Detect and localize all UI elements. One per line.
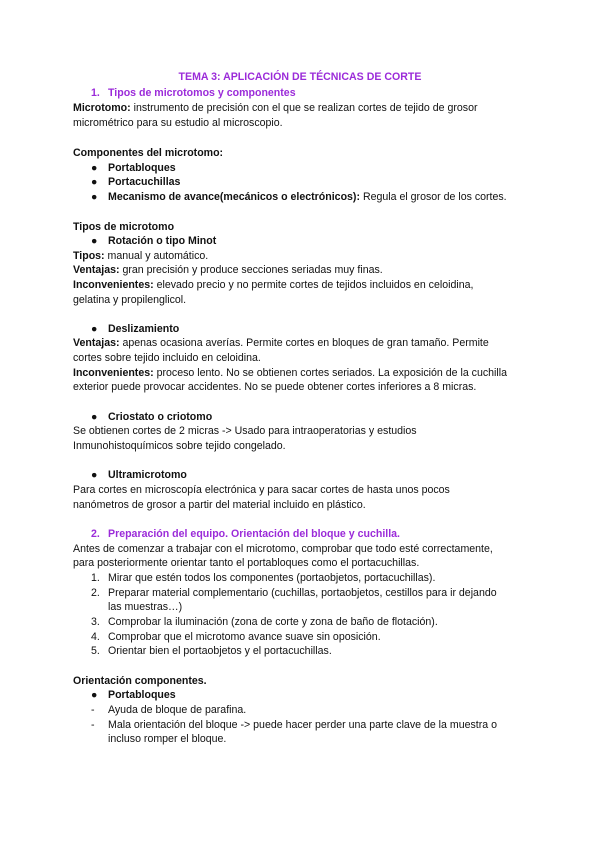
types-heading: Tipos de microtomo	[73, 221, 175, 233]
bullet-icon: ●	[91, 411, 98, 423]
type-rotation-label: Rotación o tipo Minot	[108, 235, 217, 247]
ventajas-label: Ventajas:	[73, 264, 120, 276]
step-2: Preparar material complementario (cuchillas, portaobjetos, cestillos para ir dejando	[108, 587, 497, 599]
bullet-icon: ●	[91, 689, 98, 701]
component-item-mecanismo	[108, 190, 507, 204]
bullet-icon: ●	[91, 191, 98, 203]
section-2-intro: Antes de comenzar a trabajar con el microtomo, comprobar que todo esté correctamente,	[73, 543, 493, 555]
type-ultra-label: Ultramicrotomo	[108, 469, 187, 481]
step-2-cont: las muestras…)	[108, 601, 183, 613]
component-item-portacuchillas: Portacuchillas	[108, 176, 181, 188]
definition-text: instrumento de precisión con el que se realizan cortes de tejido de grosor	[130, 102, 478, 114]
section-1-heading: Tipos de microtomos y componentes	[108, 87, 296, 99]
section-2-heading: Preparación del equipo. Orientación del bloque y cuchilla.	[108, 528, 400, 540]
section-1-number: 1.	[91, 87, 100, 99]
step-5: Orientar bien el portaobjetos y el portacuchillas.	[108, 645, 332, 657]
rotation-inconvenientes-cont: gelatina y propilenglicol.	[73, 294, 187, 306]
orientation-portabloques: Portabloques	[108, 689, 176, 701]
component-item-portabloques: Portabloques	[108, 162, 176, 174]
mecanismo-text: Regula el grosor de los cortes.	[360, 191, 507, 203]
inconvenientes-text: elevado precio y no permite cortes de tejidos incluidos en celoidina,	[153, 279, 474, 291]
bullet-icon: ●	[91, 235, 98, 247]
document-title: TEMA 3: APLICACIÓN DE TÉCNICAS DE CORTE	[178, 71, 422, 83]
mecanismo-label: Mecanismo de avance(mecánicos o electrónicos):	[108, 191, 360, 203]
inconvenientes-text: proceso lento. No se obtienen cortes seriados. La exposición de la cuchilla	[153, 367, 507, 379]
step-3: Comprobar la iluminación (zona de corte y zona de baño de flotación).	[108, 616, 438, 628]
inconvenientes-label: Inconvenientes:	[73, 279, 154, 291]
step-number: 2.	[91, 587, 100, 599]
cryo-text: Se obtienen cortes de 2 micras -> Usado para intraoperatorias y estudios	[73, 425, 417, 437]
section-2-intro-cont: para posteriormente orientar tanto el portabloques como el portacuchillas.	[73, 557, 420, 569]
definition-text-cont: micrométrico para su estudio al microscopio.	[73, 117, 283, 129]
ventajas-text: gran precisión y produce secciones seriadas muy finas.	[119, 264, 383, 276]
bullet-icon: ●	[91, 469, 98, 481]
tipos-text: manual y automático.	[104, 250, 209, 262]
ultra-text-cont: nanómetros de grosor a partir del material incluido en plástico.	[73, 499, 366, 511]
ventajas-text: apenas ocasiona averías. Permite cortes en bloques de gran tamaño. Permite	[119, 337, 489, 349]
step-1: Mirar que estén todos los componentes (portaobjetos, portacuchillas).	[108, 572, 436, 584]
orientation-dash-2: Mala orientación del bloque -> puede hacer perder una parte clave de la muestra o	[108, 719, 497, 731]
cryo-text-cont: Inmunohistoquímicos sobre tejido congelado.	[73, 440, 286, 452]
rotation-ventajas	[73, 263, 383, 277]
step-number: 4.	[91, 631, 100, 643]
step-number: 3.	[91, 616, 100, 628]
microtomo-definition	[73, 101, 478, 115]
bullet-icon: ●	[91, 176, 98, 188]
slide-ventajas	[73, 336, 489, 350]
definition-label: Microtomo:	[73, 102, 131, 114]
components-heading: Componentes del microtomo:	[73, 147, 224, 159]
rotation-inconvenientes	[73, 278, 473, 292]
slide-inconvenientes	[73, 366, 507, 380]
step-number: 5.	[91, 645, 100, 657]
dash-icon: -	[91, 704, 95, 716]
slide-ventajas-cont: cortes sobre tejido incluido en celoidina.	[73, 352, 261, 364]
type-slide-label: Deslizamiento	[108, 323, 180, 335]
step-4: Comprobar que el microtomo avance suave sin oposición.	[108, 631, 381, 643]
orientation-dash-1: Ayuda de bloque de parafina.	[108, 704, 247, 716]
orientation-heading: Orientación componentes.	[73, 675, 207, 687]
type-cryo-label: Criostato o criotomo	[108, 411, 213, 423]
ultra-text: Para cortes en microscopía electrónica y para sacar cortes de hasta unos pocos	[73, 484, 450, 496]
bullet-icon: ●	[91, 323, 98, 335]
dash-icon: -	[91, 719, 95, 731]
bullet-icon: ●	[91, 162, 98, 174]
orientation-dash-2-cont: incluso romper el bloque.	[108, 733, 227, 745]
rotation-tipos	[73, 249, 208, 263]
slide-inconvenientes-cont: exterior puede provocar accidentes. No se puede obtener cortes inferiores a 8 micras.	[73, 381, 477, 393]
tipos-label: Tipos:	[73, 250, 105, 262]
section-2-number: 2.	[91, 528, 100, 540]
inconvenientes-label: Inconvenientes:	[73, 367, 154, 379]
ventajas-label: Ventajas:	[73, 337, 120, 349]
step-number: 1.	[91, 572, 100, 584]
